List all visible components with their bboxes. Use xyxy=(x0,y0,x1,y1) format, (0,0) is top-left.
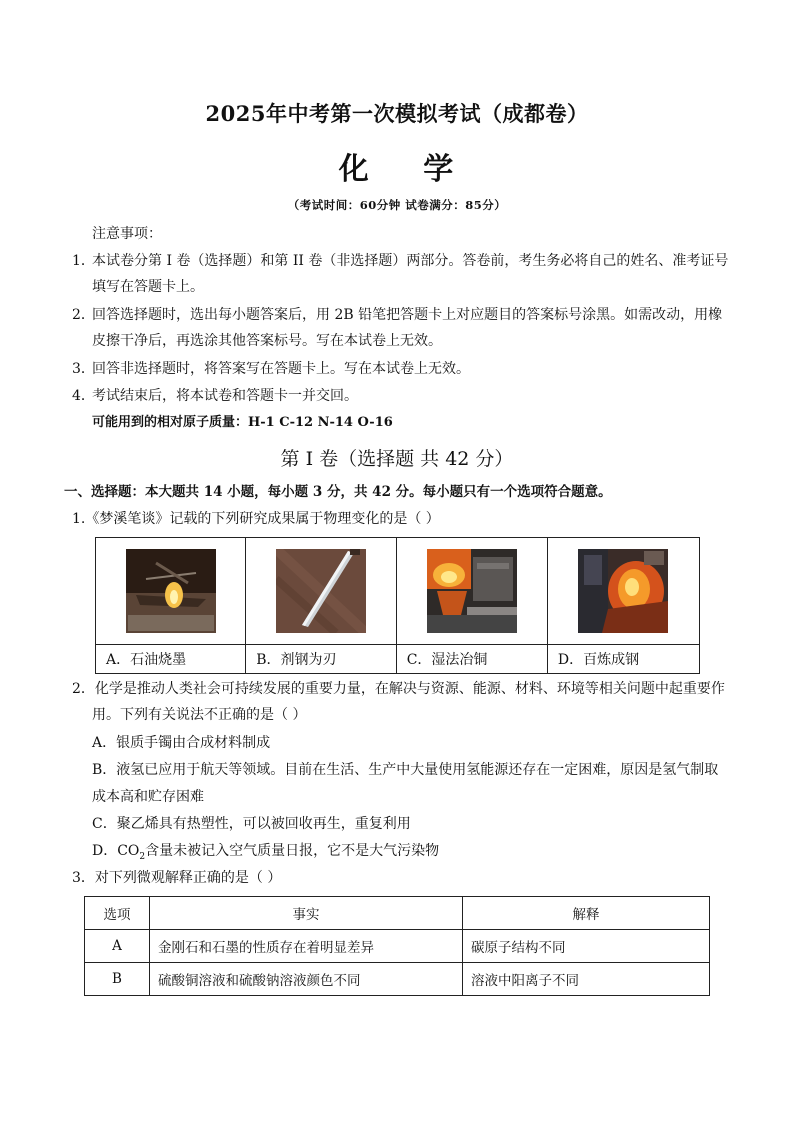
exam-title: 2025年中考第一次模拟考试（成都卷） xyxy=(205,101,589,126)
table-row xyxy=(85,930,710,963)
oil-lamp-image xyxy=(126,549,216,633)
q3-header-fact: 事实 xyxy=(150,897,463,930)
q2-option-d-text: 含量未被记入空气质量日报，它不是大气污染物 xyxy=(145,843,440,859)
section-1-intro xyxy=(64,482,612,502)
q3-header-option: 选项 xyxy=(85,897,150,930)
q1-option-b-image-cell xyxy=(246,538,397,645)
q1-options-table xyxy=(95,537,700,674)
exam-time-info: （考试时间：60分钟 试卷满分：85分） xyxy=(287,198,507,212)
q2-option-a: A．银质手镯由合成材料制成 xyxy=(92,735,271,751)
q1-option-c-label: C．湿法冶铜 xyxy=(396,645,547,674)
section-1-intro-text: 本大题共 14 小题，每小题 3 分，共 42 分。每小题只有一个选项符合题意。 xyxy=(145,484,612,500)
atomic-mass-info: 可能用到的相对原子质量：H-1 C-12 N-14 O-16 xyxy=(92,415,393,430)
q2-option-b-line2: 成本高和贮存困难 xyxy=(92,789,204,805)
q3-row-b-explanation: 溶液中阳离子不同 xyxy=(463,963,710,996)
q2-stem-line2: 用。下列有关说法不正确的是（ ） xyxy=(92,707,307,723)
note-3-number: 3． xyxy=(72,361,95,377)
q3-row-b-option: B xyxy=(85,963,150,996)
q1-option-a-label: A．石油烧墨 xyxy=(96,645,246,674)
q3-row-a-option: A xyxy=(85,930,150,963)
q3-header-explanation: 解释 xyxy=(463,897,710,930)
q3-row-b-fact: 硫酸铜溶液和硫酸钠溶液颜色不同 xyxy=(150,963,463,996)
q3-row-a-explanation: 碳原子结构不同 xyxy=(463,930,710,963)
note-1-line2: 填写在答题卡上。 xyxy=(92,279,204,295)
q2-stem-line1: 2．化学是推动人类社会可持续发展的重要力量，在解决与资源、能源、材料、环境等相关问题中起重要作 xyxy=(72,681,725,697)
notes-heading: 注意事项： xyxy=(92,226,162,242)
note-2-line2: 皮擦干净后，再选涂其他答案标号。写在本试卷上无效。 xyxy=(92,333,442,349)
steel-blade-image xyxy=(276,549,366,633)
q1-option-d-label: D．百炼成钢 xyxy=(547,645,699,674)
q1-option-d-image-cell xyxy=(547,538,699,645)
q1-stem: 1.《梦溪笔谈》记载的下列研究成果属于物理变化的是（ ） xyxy=(72,511,440,527)
note-1-line1: 本试卷分第 I 卷（选择题）和第 II 卷（非选择题）两部分。答卷前，考生务必将自己的姓名、准考证号 xyxy=(92,253,729,269)
q3-row-a-fact: 金刚石和石墨的性质存在着明显差异 xyxy=(150,930,463,963)
table-row xyxy=(85,963,710,996)
copper-smelting-image xyxy=(427,549,517,633)
q1-option-b-label: B．剂钢为刃 xyxy=(246,645,397,674)
q3-table-header-row xyxy=(85,897,710,930)
steel-forging-image xyxy=(578,549,668,633)
note-2-line1: 回答选择题时，选出每小题答案后，用 2B 铅笔把答题卡上对应题目的答案标号涂黑。如需改动，用橡 xyxy=(92,307,723,323)
note-4-number: 4． xyxy=(72,388,95,404)
section-1-title: 第 I 卷（选择题 共 42 分） xyxy=(280,448,514,470)
q2-option-c: C．聚乙烯具有热塑性，可以被回收再生，重复利用 xyxy=(92,816,411,832)
section-1-intro-label: 一、选择题： xyxy=(64,484,145,500)
q2-option-d xyxy=(92,841,439,867)
note-3-line1: 回答非选择题时，将答案写在答题卡上。写在本试卷上无效。 xyxy=(92,361,470,377)
q3-table xyxy=(84,896,710,996)
note-1-number: 1． xyxy=(72,253,95,269)
note-4-line1: 考试结束后，将本试卷和答题卡一并交回。 xyxy=(92,388,358,404)
q2-option-b-line1: B．液氢已应用于航天等领域。目前在生活、生产中大量使用氢能源还存在一定困难，原因是氢气制取 xyxy=(92,762,719,778)
q2-option-d-subscript: 2 xyxy=(139,851,146,862)
q2-option-d-prefix: D．CO xyxy=(92,843,140,859)
subject-title: 化 学 xyxy=(338,152,476,187)
q1-option-c-image-cell xyxy=(396,538,547,645)
q1-option-a-image-cell xyxy=(96,538,246,645)
q3-stem: 3．对下列微观解释正确的是（ ） xyxy=(72,870,282,886)
note-2-number: 2． xyxy=(72,307,95,323)
